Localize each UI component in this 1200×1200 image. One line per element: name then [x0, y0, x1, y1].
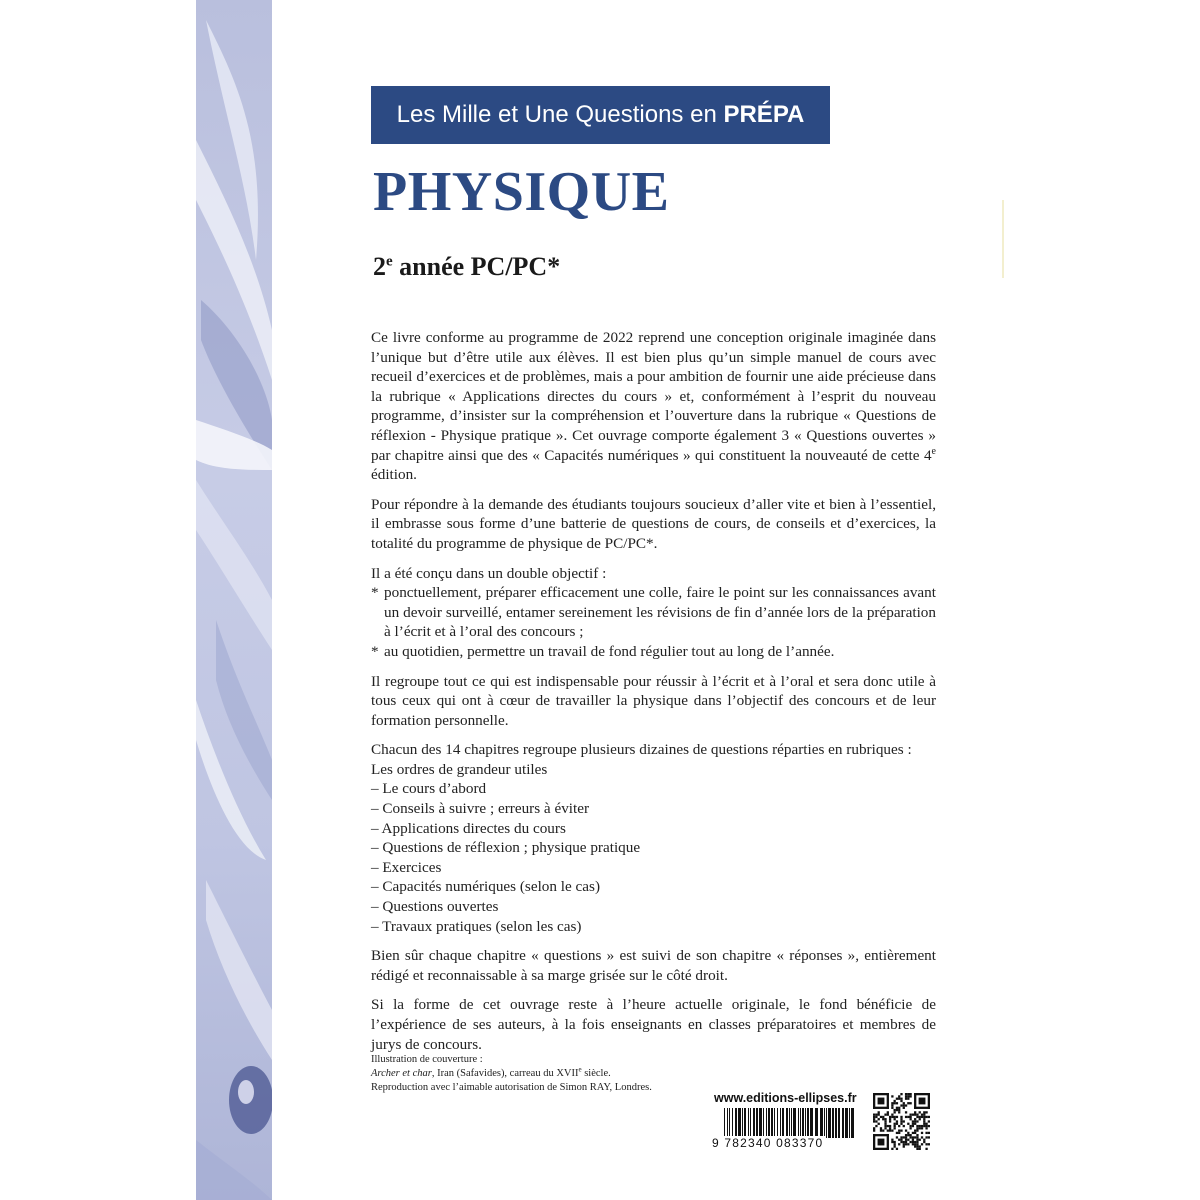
edge-mark — [1002, 200, 1004, 278]
paragraph-essentials: Il regroupe tout ce qui est indispensable pour réussir à l’écrit et à l’oral et sera donc utile à tous ceux qui ont à cœur de travailler la physique dans l’objectif des concours et de leur formation personnelle. — [371, 672, 936, 729]
subtitle-rest: année PC/PC* — [392, 252, 561, 281]
rubric-item: – Le cours d’abord — [371, 780, 487, 798]
rubric-item: Les ordres de grandeur utiles — [371, 760, 548, 778]
rubric-item: – Conseils à suivre ; erreurs à éviter — [371, 800, 590, 818]
credits-heading: Illustration de couverture : — [371, 1054, 483, 1065]
floral-illustration — [196, 0, 272, 1200]
credits-century-sup: e — [578, 1065, 582, 1074]
credits-century-end: siècle. — [581, 1068, 611, 1079]
paragraph-objectives-intro: Il a été conçu dans un double objectif : — [371, 564, 607, 582]
series-banner-emphasis: PRÉPA — [723, 101, 805, 128]
paragraph-authors: Si la forme de cet ouvrage reste à l’heure actuelle originale, le fond bénéficie de l’expérience de ses auteurs, à la fois enseignants en classes préparatoires et membres de jurys de concours. — [371, 996, 936, 1053]
subtitle-ordinal-suffix: e — [386, 253, 393, 270]
objective-text: ponctuellement, préparer efficacement une colle, faire le point sur les connaissances avant un devoir surveillé, entamer sereinement les révisions de fin d’année lors de la préparation à l’écrit et à l’oral des concours ; — [384, 584, 936, 641]
credits-reproduction: Reproduction avec l’aimable autorisation de Simon RAY, Londres. — [371, 1082, 652, 1093]
series-banner-text: Les Mille et Une Questions en — [396, 101, 717, 128]
credits-artwork-line — [371, 1067, 711, 1081]
paragraph-answers: Bien sûr chaque chapitre « questions » est suivi de son chapitre « réponses », entièrement rédigé et reconnaissable à sa marge grisée sur le côté droit. — [371, 947, 936, 984]
paragraph-intro — [371, 328, 936, 485]
subtitle-ordinal: 2 — [373, 252, 386, 281]
series-banner — [371, 86, 830, 144]
paragraph-intro-tail: édition. — [371, 466, 417, 484]
book-subtitle — [373, 252, 560, 282]
rubric-item: – Questions ouvertes — [371, 898, 499, 916]
back-cover-text — [371, 328, 936, 1064]
qr-code-icon[interactable] — [873, 1093, 930, 1150]
rubric-item: – Exercices — [371, 858, 442, 876]
illustration-credits — [371, 1053, 711, 1095]
paragraph-intro-text: Ce livre conforme au programme de 2022 reprend une conception originale imaginée dans l’unique but d’être utile aux élèves. Il est bien plus qu’un simple manuel de cours avec recueil d’exercices et de problèmes, mais a pour ambition de fournir une aide précieuse dans la rubrique « Applications directes du cours » et, conformément à l’esprit du nouveau programme, d’insister sur la compréhension et l’ouverture dans la rubrique « Questions de réflexion - Physique pratique ». Cet ouvrage comporte également 3 « Questions ouvertes » par chapitre ainsi que des « Capacités numériques » qui constituent la nouveauté de cette 4 — [371, 329, 936, 464]
bullet-marker: * — [371, 642, 379, 660]
rubrics-list — [371, 760, 936, 936]
rubric-item: – Questions de réflexion ; physique pratique — [371, 839, 641, 857]
paragraph-intro-sup: e — [931, 445, 936, 457]
bullet-marker: * — [371, 584, 379, 602]
objective-text: au quotidien, permettre un travail de fond régulier tout au long de l’année. — [384, 642, 835, 660]
paragraph-chapters-intro: Chacun des 14 chapitres regroupe plusieurs dizaines de questions réparties en rubriques : — [371, 741, 912, 759]
cover-illustration-strip — [196, 0, 272, 1200]
isbn-barcode-number: 9 782340 083370 — [712, 1136, 824, 1150]
credits-origin: , Iran (Safavides), carreau du XVII — [431, 1068, 579, 1079]
publisher-website[interactable]: www.editions-ellipses.fr — [714, 1091, 857, 1105]
rubric-item: – Travaux pratiques (selon les cas) — [371, 917, 582, 935]
credits-artwork-title: Archer et char — [371, 1068, 432, 1079]
objective-item — [371, 583, 936, 642]
paragraph-purpose: Pour répondre à la demande des étudiants toujours soucieux d’aller vite et bien à l’essentiel, il embrasse sous forme d’une batterie de questions de cours, de conseils et d’exercices, la totalité du programme de physique de PC/PC*. — [371, 495, 936, 552]
objective-item — [371, 642, 936, 662]
objectives-list — [371, 583, 936, 661]
rubric-item: – Capacités numériques (selon le cas) — [371, 878, 600, 896]
book-title: PHYSIQUE — [373, 161, 670, 223]
rubric-item: – Applications directes du cours — [371, 819, 566, 837]
